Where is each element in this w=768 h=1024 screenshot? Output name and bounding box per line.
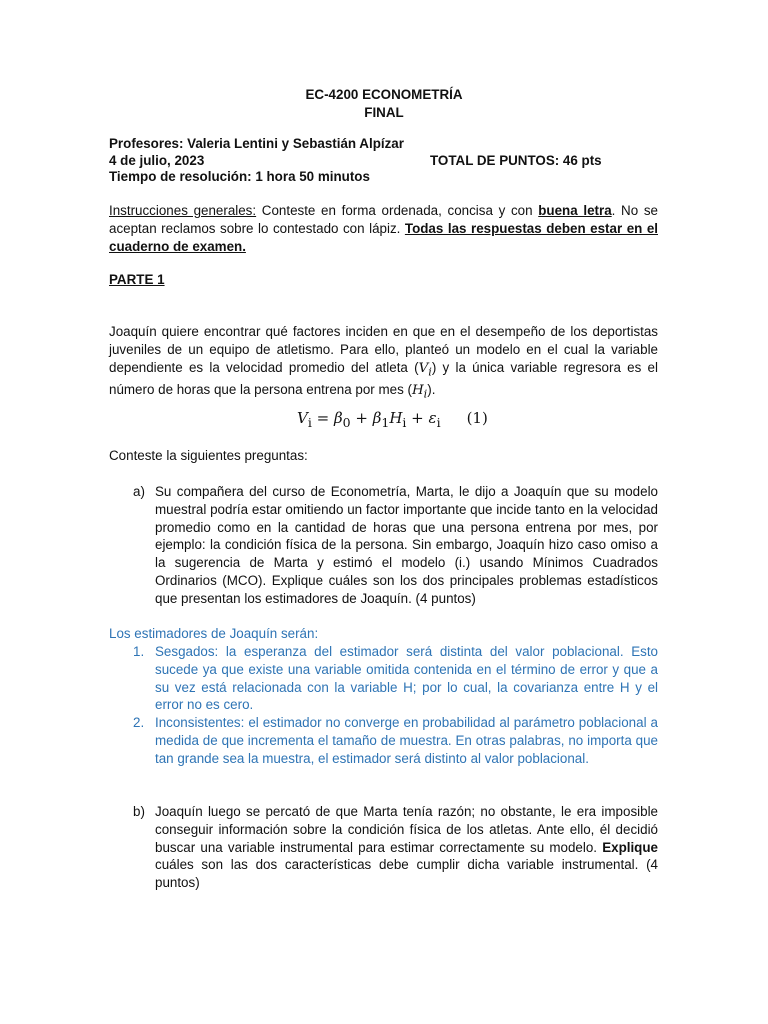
instructions-emphasis-2: Todas las respuestas deben estar en el cuaderno de examen. [109,220,658,254]
model-equation: $V_i = \beta_0 + \beta_1H_i + \varepsilon_i$ (1) [297,409,488,430]
problem-intro: Joaquín quiere encontrar qué factores inciden en que en el desempeño de los deportistas juveniles de un equipo de atletismo. Para ello, planteó un modelo en el cual la variable dependiente es la velocidad promedio del atleta $(V_i)$ y la única variable regresora es el número de horas que la persona entrena por mes $(H_i)$. [109,324,658,401]
question-a-text: Su compañera del curso de Econometría, Marta, le dijo a Joaquín que su modelo muestral podría estar omitiendo un factor importante que incide tanto en la velocidad promedio como en la cantidad de horas que una persona entrena por mes, por ejemplo: la condición física de la persona. Sin embargo, Joaquín hizo caso omiso a la sugerencia de Marta y estimó el modelo (i.) usando Mínimos Cuadrados Ordinarios (MCO). Explique cuáles son los dos principales problemas estadísticos que presentan los estimadores de Joaquín. (4 puntos) [155,484,658,606]
instructions-emphasis-1: buena letra [538,203,612,218]
question-b-emphasis: Explique [602,839,658,855]
questions-prompt: Conteste la siguientes preguntas: [109,448,308,463]
answer-a-item-1-number: 1. [133,644,145,659]
general-instructions: Instrucciones generales: Conteste en forma ordenada, concisa y con buena letra. No se aceptan reclamos sobre lo contestado con lápiz. Todas las respuestas deben estar en el cuaderno de examen. [109,203,658,254]
total-points: TOTAL DE PUNTOS: 46 pts [430,153,602,168]
question-a-label: a) [133,484,145,499]
question-b-label: b) [133,804,145,819]
answer-a-item-1: Sesgados: la esperanza del estimador será distinta del valor poblacional. Esto sucede ya que existe una variable omitida contenida en el término de error y que a su vez está relacionada con la variable H; por lo cual, la covarianza entre H y el error no es cero. [155,644,658,713]
course-title: EC-4200 ECONOMETRÍA [305,87,463,102]
exam-title: FINAL [364,105,404,120]
professors-line: Profesores: Valeria Lentini y Sebastián Alpízar [109,136,404,151]
answer-a-item-2-number: 2. [133,715,145,730]
section-heading: PARTE 1 [109,272,165,287]
equation-number: (1) [466,409,488,427]
exam-date: 4 de julio, 2023 [109,153,205,168]
question-b-text: Joaquín luego se percató de que Marta tenía razón; no obstante, le era imposible conseguir información sobre la condición física de los atletas. Ante ello, él decidió buscar una variable instrumental para estimar correctamente su modelo. Explique cuáles son las dos características debe cumplir dicha variable instrumental. (4 puntos) [155,804,658,891]
answer-a-item-2: Inconsistentes: el estimador no converge en probabilidad al parámetro poblacional a medida de que incrementa el tamaño de muestra. En otras palabras, no importa que tan grande sea la muestra, el estimador será distinto al valor poblacional. [155,715,658,766]
time-limit: Tiempo de resolución: 1 hora 50 minutos [109,169,370,184]
answer-a-intro: Los estimadores de Joaquín serán: [109,626,319,641]
instructions-label: Instrucciones generales: [109,203,257,218]
